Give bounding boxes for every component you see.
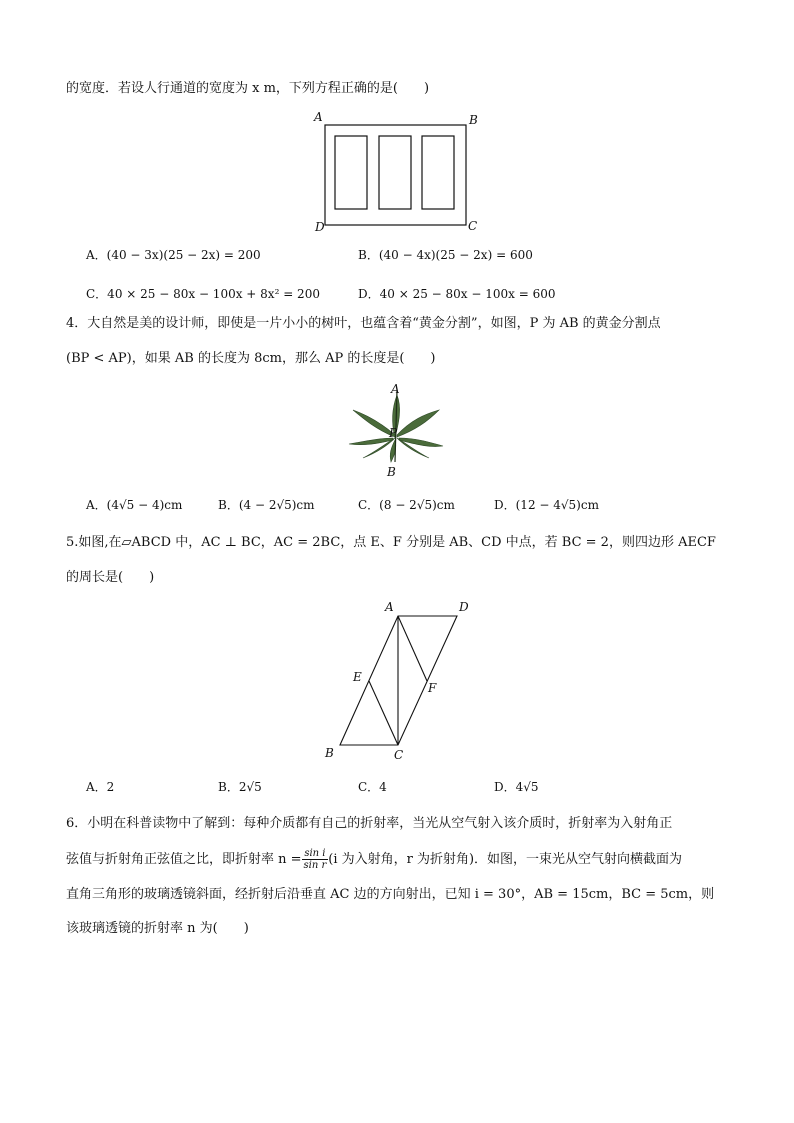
q4-label-a: A: [391, 382, 400, 396]
q5-option-c: C．4: [358, 780, 387, 794]
q6-stem-line4: 该玻璃透镜的折射率 n 为( ): [66, 921, 249, 936]
q4-option-c: C．(8 − 2√5)cm: [358, 498, 455, 512]
q6-frac-denominator: sin r: [303, 860, 327, 871]
q4-option-a: A．(4√5 − 4)cm: [86, 498, 183, 512]
q4-stem-line1: 4．大自然是美的设计师，即使是一片小小的树叶，也蕴含着“黄金分割”，如图，P 为 AB 的黄金分割点: [66, 316, 661, 331]
q5-stem-line1: 5.如图,在▱ABCD 中，AC ⊥ BC，AC = 2BC，点 E、F 分别是 AB、CD 中点，若 BC = 2，则四边形 AECF: [66, 535, 716, 550]
q3-label-c: C: [468, 219, 478, 233]
q5-label-c: C: [394, 748, 404, 762]
q4-option-b: B．(4 − 2√5)cm: [218, 498, 315, 512]
q3-option-b: B．(40 − 4x)(25 − 2x) = 600: [358, 248, 533, 262]
q6-stem-line2: [66, 848, 682, 871]
q4-label-b: B: [387, 465, 396, 479]
q3-option-c: C．40 × 25 − 80x − 100x + 8x² = 200: [86, 287, 320, 301]
q4-label-p: P: [389, 426, 398, 440]
q5-label-b: B: [325, 746, 334, 760]
q5-option-d: D．4√5: [494, 780, 539, 794]
q5-label-a: A: [385, 600, 394, 614]
q5-label-d: D: [459, 600, 469, 614]
q5-option-a: A．2: [86, 780, 115, 794]
q6-stem-line1: 6．小明在科普读物中了解到：每种介质都有自己的折射率，当光从空气射入该介质时，折射率为入射角正: [66, 816, 673, 831]
q5-label-e: E: [353, 670, 362, 684]
q3-label-a: A: [314, 110, 323, 124]
q6-fraction: [302, 848, 329, 871]
q6-line2-post: (i 为入射角，r 为折射角)．如图，一束光从空气射向横截面为: [328, 852, 683, 867]
q5-label-f: F: [428, 681, 437, 695]
q5-option-b: B．2√5: [218, 780, 262, 794]
q3-label-b: B: [469, 113, 478, 127]
q3-label-d: D: [315, 220, 325, 234]
q3-option-d: D．40 × 25 − 80x − 100x = 600: [358, 287, 556, 301]
q6-stem-line3: 直角三角形的玻璃透镜斜面，经折射后沿垂直 AC 边的方向射出，已知 i = 30°，AB = 15cm，BC = 5cm，则: [66, 887, 715, 902]
q5-stem-line2: 的周长是( ): [66, 570, 155, 585]
q6-line2-pre: 弦值与折射角正弦值之比，即折射率 n =: [66, 852, 302, 867]
q4-option-d: D．(12 − 4√5)cm: [494, 498, 599, 512]
q6-frac-numerator: sin i: [302, 848, 329, 860]
q3-option-a: A．(40 − 3x)(25 − 2x) = 200: [86, 248, 261, 262]
q5-parallelogram-figure: [330, 605, 480, 765]
q4-stem-line2: (BP < AP)，如果 AB 的长度为 8cm，那么 AP 的长度是( ): [66, 351, 436, 366]
q3-stem-tail: 的宽度．若设人行通道的宽度为 x m，下列方程正确的是( ): [66, 81, 430, 96]
